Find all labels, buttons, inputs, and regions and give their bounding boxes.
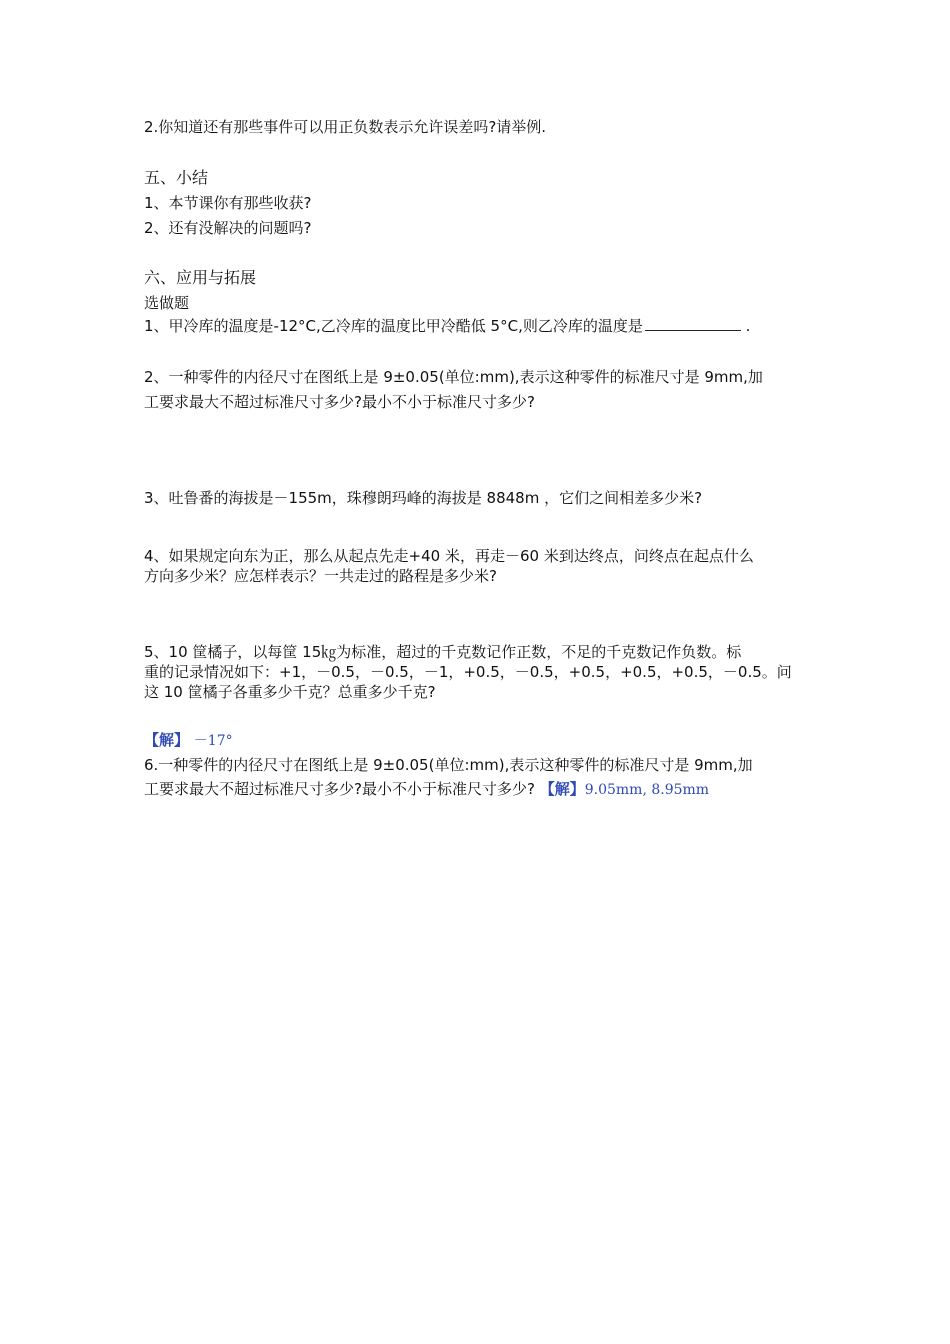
question-1-end: . — [745, 317, 751, 335]
question-6-text: 工要求最大不超过标准尺寸多少?最小不小于标准尺寸多少? — [144, 780, 535, 798]
question-1 — [144, 316, 750, 336]
question-4-line-2: 方向多少米？应怎样表示？一共走过的路程是多少米? — [144, 567, 497, 585]
section-5-title: 五、小结 — [144, 168, 209, 187]
question-5-line-3: 这 10 筐橘子各重多少千克？总重多少千克? — [144, 683, 436, 701]
section-6-subtitle: 选做题 — [144, 294, 190, 312]
question-2-line-2: 工要求最大不超过标准尺寸多少?最小不小于标准尺寸多少? — [144, 393, 535, 411]
question-5-line-1: 5、10 筐橘子，以每筐 15㎏为标准，超过的千克数记作正数，不足的千克数记作负数。标 — [144, 643, 742, 661]
question-2-prev: 2.你知道还有那些事件可以用正负数表示允许误差吗?请举例. — [144, 118, 547, 136]
question-5-line-2: 重的记录情况如下：+1，－0.5，－0.5，－1，+0.5，－0.5，+0.5，+0.5，+0.5，－0.5。问 — [144, 663, 792, 681]
question-2-line-1: 2、一种零件的内径尺寸在图纸上是 9±0.05(单位:mm),表示这种零件的标准尺寸是 9mm,加 — [144, 368, 763, 386]
question-6-line-2 — [144, 779, 709, 800]
section-5-item-2: 2、还有没解决的问题吗? — [144, 219, 312, 237]
answer-blank — [645, 316, 741, 331]
question-3: 3、吐鲁番的海拔是－155m，珠穆朗玛峰的海拔是 8848m ，它们之间相差多少米? — [144, 489, 703, 507]
solution-label: 【解】 — [144, 731, 190, 749]
question-4-line-1: 4、如果规定向东为正，那么从起点先走+40 米，再走－60 米到达终点，问终点在起点什么 — [144, 547, 754, 565]
solution-label-6: 【解】 — [539, 780, 585, 798]
section-5-item-1: 1、本节课你有那些收获? — [144, 194, 312, 212]
question-6-line-1: 6.一种零件的内径尺寸在图纸上是 9±0.05(单位:mm),表示这种零件的标准尺寸是 9mm,加 — [144, 756, 753, 774]
section-6-title: 六、应用与拓展 — [144, 268, 257, 287]
solution-value-6: 9.05mm, 8.95mm — [584, 782, 710, 798]
solution-value: －17° — [193, 733, 233, 749]
answer-1 — [144, 730, 233, 751]
question-1-text: 1、甲冷库的温度是-12°C,乙冷库的温度比甲冷酷低 5°C,则乙冷库的温度是 — [144, 317, 643, 335]
